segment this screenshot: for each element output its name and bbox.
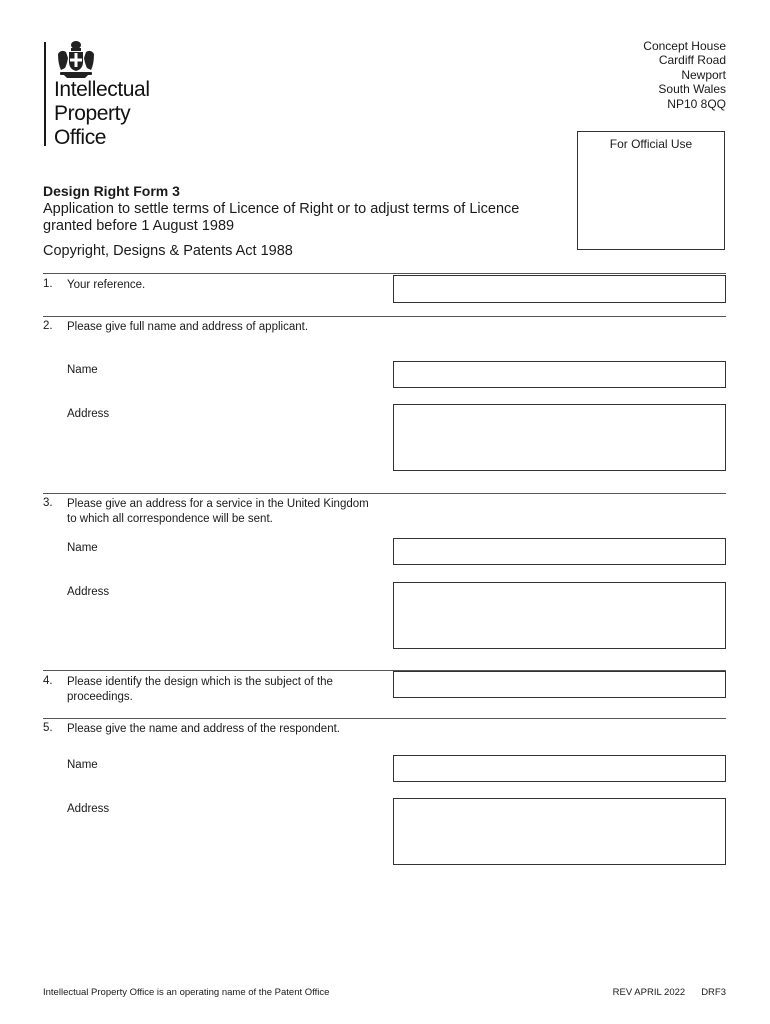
official-use-label: For Official Use: [609, 137, 693, 151]
office-address: [643, 39, 726, 111]
respondent-address-field[interactable]: [393, 798, 726, 865]
address-label: Address: [67, 408, 110, 420]
official-use-box: [577, 131, 725, 250]
address-label: Address: [67, 803, 110, 815]
footer-note: Intellectual Property Office is an operating name of the Patent Office: [43, 987, 330, 998]
question-number: 5.: [43, 722, 53, 734]
respondent-name-field[interactable]: [393, 755, 726, 782]
address-line: Concept House: [643, 39, 726, 53]
design-identification-field[interactable]: [393, 671, 726, 698]
question-number: 1.: [43, 278, 53, 290]
revision-date: REV APRIL 2022: [612, 987, 686, 998]
address-line: NP10 8QQ: [667, 96, 726, 111]
form-title: Design Right Form 3: [43, 183, 180, 199]
address-line: Cardiff Road: [658, 53, 726, 68]
section-divider: [43, 273, 726, 274]
form-code: DRF3: [701, 987, 726, 998]
applicant-name-field[interactable]: [393, 361, 726, 388]
question-number: 4.: [43, 675, 53, 687]
logo-line: Intellectual: [54, 78, 150, 101]
address-line: South Wales: [658, 82, 726, 97]
section-divider: [43, 718, 726, 719]
logo-line: Office: [54, 126, 107, 149]
question-text: Please identify the design which is the subject of the proceedings.: [67, 676, 333, 703]
logo-divider: [44, 42, 46, 146]
applicant-address-field[interactable]: [393, 404, 726, 471]
question-text: Please give the name and address of the respondent.: [67, 723, 340, 735]
address-label: Address: [67, 586, 110, 598]
question-number: 2.: [43, 320, 53, 332]
address-line: Newport: [681, 67, 726, 82]
section-divider: [43, 316, 726, 317]
name-label: Name: [67, 542, 98, 554]
footer-revision-info: [613, 987, 726, 998]
question-text: Please give an address for a service in the United Kingdom to which all correspondence will be sent.: [67, 498, 369, 525]
service-name-field[interactable]: [393, 538, 726, 565]
office-logo-text: [54, 78, 150, 150]
question-number: 3.: [43, 497, 53, 509]
act-reference: Copyright, Designs & Patents Act 1988: [43, 243, 293, 259]
question-text: Please give full name and address of applicant.: [67, 321, 309, 333]
service-address-field[interactable]: [393, 582, 726, 649]
name-label: Name: [67, 759, 98, 771]
section-divider: [43, 493, 726, 494]
your-reference-field[interactable]: [393, 275, 726, 303]
logo-line: Property: [54, 102, 131, 125]
name-label: Name: [67, 364, 98, 376]
royal-coat-of-arms-icon: [54, 40, 98, 78]
form-subtitle: Application to settle terms of Licence of Right or to adjust terms of Licence granted before 1 August 1989: [43, 201, 520, 234]
question-text: Your reference.: [67, 279, 146, 291]
